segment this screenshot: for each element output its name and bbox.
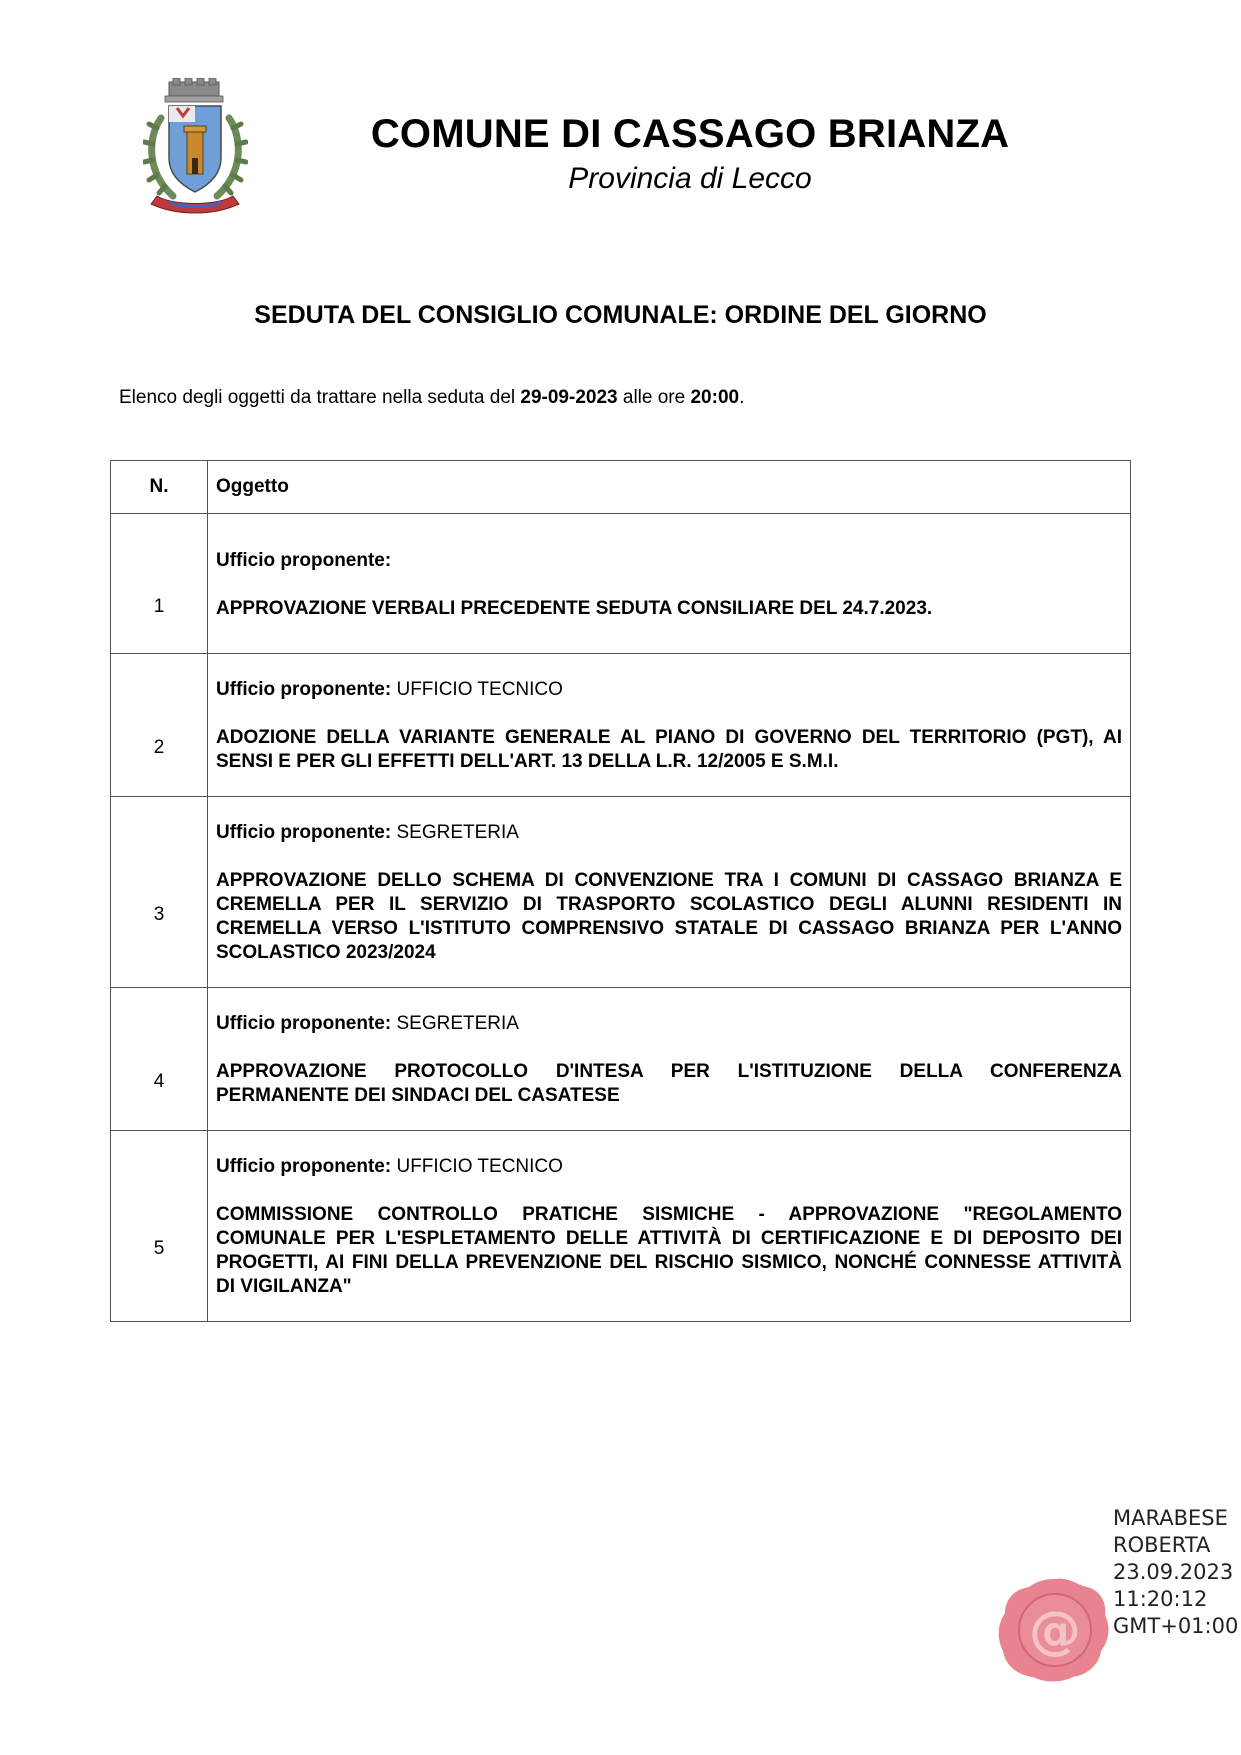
table-row [111,514,1131,654]
item-content [208,797,1131,988]
item-subject: COMMISSIONE CONTROLLO PRATICHE SISMICHE - APPROVAZIONE "REGOLAMENTO COMUNALE PER L'ESPLETAMENTO DELLE ATTIVITÀ DI CERTIFICAZIONE E DI DEPOSITO DEI PROGETTI, AI FINI DELLA PREVENZIONE DEL RISCHIO SISMICO, NONCHÉ CONNESSE ATTIVITÀ DI VIGILANZA" [216,1204,1122,1297]
signer-name: ROBERTA [1113,1533,1211,1557]
item-number: 5 [111,1131,208,1322]
office-label: Ufficio proponente: [216,822,392,843]
office-value: UFFICIO TECNICO [396,1156,563,1177]
intro-text-1: Elenco degli oggetti da trattare nella seduta del [119,387,516,408]
municipality-name: COMUNE DI CASSAGO BRIANZA [370,112,1010,156]
item-content [208,514,1131,654]
office-label: Ufficio proponente: [216,1013,392,1034]
coat-of-arms-icon [143,78,248,218]
signature-date: 23.09.2023 [1113,1560,1234,1584]
table-row [111,654,1131,797]
table-row [111,1131,1131,1322]
province-name: Provincia di Lecco [568,162,812,195]
proposing-office [216,821,1122,845]
office-value: UFFICIO TECNICO [396,679,563,700]
item-content [208,988,1131,1131]
proposing-office [216,549,1122,573]
office-value: SEGRETERIA [396,1013,519,1034]
digital-signature-block [1113,1505,1238,1640]
item-number: 2 [111,654,208,797]
session-time: 20:00 [690,387,740,408]
intro-sentence [119,387,744,409]
item-content [208,1131,1131,1322]
signature-time: 11:20:12 [1113,1587,1208,1611]
office-label: Ufficio proponente: [216,679,392,700]
item-subject: APPROVAZIONE VERBALI PRECEDENTE SEDUTA CONSILIARE DEL 24.7.2023. [216,597,933,619]
agenda-table [110,460,1131,1322]
item-number: 4 [111,988,208,1131]
item-subject: APPROVAZIONE DELLO SCHEMA DI CONVENZIONE TRA I COMUNI DI CASSAGO BRIANZA E CREMELLA PER IL SERVIZIO DI TRASPORTO SCOLASTICO DEGLI ALUNNI RESIDENTI IN CREMELLA VERSO L'ISTITUTO COMPRENSIVO STATALE DI CASSAGO BRIANZA PER L'ANNO SCOLASTICO 2023/2024 [216,870,1122,963]
intro-text-2: alle ore [622,387,686,408]
signer-surname: MARABESE [1113,1506,1228,1530]
signature-seal-icon [995,1575,1115,1685]
proposing-office [216,1012,1122,1036]
column-header-number: N. [111,461,208,514]
item-number: 1 [111,514,208,654]
office-value: SEGRETERIA [396,822,519,843]
item-content [208,654,1131,797]
session-date: 29-09-2023 [520,387,618,408]
table-row [111,988,1131,1131]
table-row [111,797,1131,988]
item-subject: APPROVAZIONE PROTOCOLLO D'INTESA PER L'ISTITUZIONE DELLA CONFERENZA PERMANENTE DEI SINDACI DEL CASATESE [216,1061,1122,1106]
item-number: 3 [111,797,208,988]
svg-text:@: @ [1029,1601,1081,1661]
office-label: Ufficio proponente: [216,1156,392,1177]
document-title: SEDUTA DEL CONSIGLIO COMUNALE: ORDINE DEL GIORNO [254,301,987,329]
table-header-row [111,461,1131,514]
signature-timezone: GMT+01:00 [1113,1614,1239,1638]
proposing-office [216,678,1122,702]
item-subject: ADOZIONE DELLA VARIANTE GENERALE AL PIANO DI GOVERNO DEL TERRITORIO (PGT), AI SENSI E PER GLI EFFETTI DELL'ART. 13 DELLA L.R. 12/2005 E S.M.I. [216,727,1122,772]
intro-text-3: . [739,387,745,408]
office-label: Ufficio proponente: [216,549,392,571]
column-header-subject: Oggetto [208,461,1131,514]
proposing-office [216,1155,1122,1179]
